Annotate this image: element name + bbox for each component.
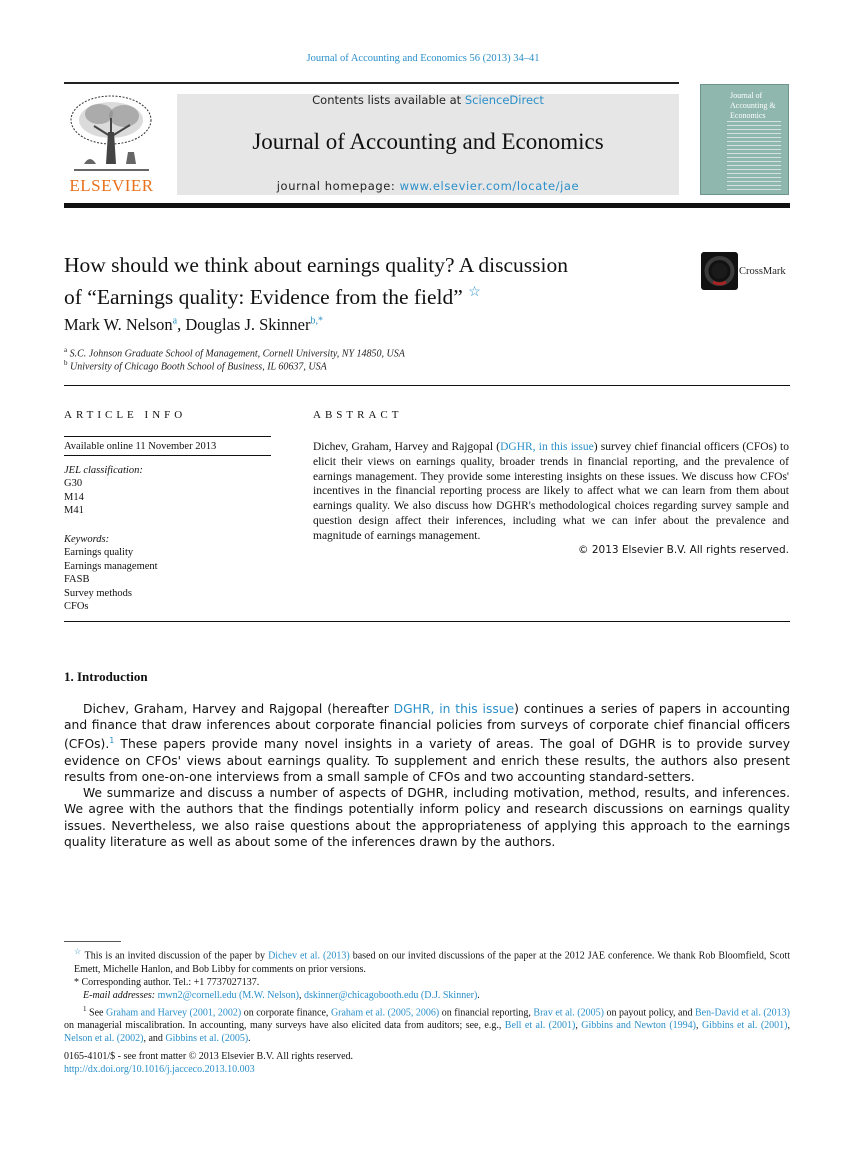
- introduction-heading: 1. Introduction: [64, 669, 148, 684]
- p1-pre: Dichev, Graham, Harvey and Rajgopal (hereafter: [83, 702, 394, 716]
- fn-dichev-link[interactable]: Dichev et al. (2013): [268, 950, 350, 962]
- article-info: [64, 436, 271, 614]
- author-2[interactable]: Douglas J. Skinner: [185, 315, 311, 334]
- fn1-ref-link[interactable]: Nelson et al. (2002): [64, 1033, 144, 1045]
- author-2-affil-mark[interactable]: b,*: [310, 315, 323, 327]
- crossmark-badge[interactable]: [701, 252, 789, 290]
- fn-corr-text: Corresponding author. Tel.: +1 7737027137.: [81, 976, 260, 988]
- abstract-heading: ABSTRACT: [313, 409, 403, 421]
- tree-icon: [64, 92, 159, 176]
- keywords-label: Keywords:: [64, 533, 110, 545]
- fn1-mark: 1: [83, 1004, 87, 1013]
- issn-line: 0165-4101/$ - see front matter © 2013 Elsevier B.V. All rights reserved.: [64, 1051, 354, 1062]
- affiliation-a: [64, 346, 405, 359]
- fn-star-mark: ☆: [74, 947, 82, 956]
- header-rule: [64, 82, 679, 84]
- fn1-text: on corporate finance,: [241, 1006, 331, 1018]
- sciencedirect-link[interactable]: ScienceDirect: [464, 93, 544, 107]
- fn-star-pre: This is an invited discussion of the paper by: [84, 950, 269, 962]
- footnote-emails: [64, 989, 790, 1002]
- fn1-ref-link[interactable]: Gibbins et al. (2001): [701, 1020, 788, 1032]
- title-line-2-text: of “Earnings quality: Evidence from the field”: [64, 285, 463, 310]
- fn1-ref-link[interactable]: Graham and Harvey (2001, 2002): [105, 1006, 242, 1018]
- affil-a-text: S.C. Johnson Graduate School of Management, Cornell University, NY 14850, USA: [69, 348, 405, 360]
- fn1-text: on financial reporting,: [439, 1006, 534, 1018]
- author-1-affil-mark[interactable]: a: [172, 315, 178, 327]
- fn1-text: on payout policy, and: [603, 1006, 695, 1018]
- jel-code: G30: [64, 478, 83, 489]
- fn1-text: .: [248, 1033, 251, 1045]
- homepage-prefix: journal homepage:: [276, 179, 400, 193]
- fn-email-end: .: [477, 990, 480, 1002]
- publisher-wordmark: ELSEVIER: [69, 176, 154, 195]
- p1-post: These papers provide many novel insights in a variety of areas. The goal of DGHR is to provide survey evidence on CFOs' views about earnings quality. To supplement and enrich these results, the authors also present results from one-on-one interviews from a small sample of CFOs and two accounting standard-setters.: [64, 737, 790, 784]
- footnote-1: [64, 1003, 790, 1046]
- fn1-ref-link[interactable]: Gibbins and Newton (1994): [581, 1020, 697, 1032]
- fn1-text: ,: [696, 1020, 702, 1032]
- journal-cover-thumbnail[interactable]: [700, 84, 789, 195]
- fn-star-post: based on our invited discussions of the paper at the 2012 JAE conference. We thank Rob Bloomfield, Scott Emett, Michelle Hanlon, and Bob Libby for comments on prior versions.: [74, 950, 791, 975]
- fn1-ref-link[interactable]: Bell et al. (2001): [504, 1020, 576, 1032]
- author-separator: ,: [177, 315, 186, 334]
- doi-link[interactable]: http://dx.doi.org/10.1016/j.jacceco.2013.10.003: [64, 1064, 255, 1075]
- rule-below-abstract: [64, 621, 790, 622]
- keyword: CFOs: [64, 601, 89, 612]
- journal-reference[interactable]: Journal of Accounting and Economics 56 (2013) 34–41: [306, 53, 540, 64]
- abstract-dghr-link[interactable]: DGHR, in this issue: [500, 441, 594, 453]
- fn1-ref-link[interactable]: Gibbins et al. (2005): [165, 1033, 249, 1045]
- fn-email-sep: ,: [298, 990, 304, 1002]
- fn1-text: on managerial miscalibration. In accounting, many surveys have also elicited data from auditors; see, e.g.,: [64, 1020, 505, 1032]
- homepage-line: [177, 179, 679, 193]
- affil-a-mark: a: [64, 346, 68, 354]
- homepage-link[interactable]: www.elsevier.com/locate/jae: [399, 179, 580, 193]
- affil-b-mark: b: [64, 359, 68, 367]
- keyword: FASB: [64, 574, 90, 585]
- intro-paragraph-2: We summarize and discuss a number of aspects of DGHR, including motivation, method, results, and inferences. We agree with the authors that the findings potentially inform policy and research discussions on earnings quality issues. Nevertheless, we also raise questions about the appropriateness of applying this approach to the earnings quality literature as well as about some of the inferences drawn by the authors.: [64, 786, 790, 849]
- crossmark-icon: [701, 252, 738, 290]
- keyword: Earnings management: [64, 560, 158, 572]
- footnote-1-ref[interactable]: 1: [109, 736, 115, 746]
- footnotes: [64, 945, 790, 1046]
- author-1[interactable]: Mark W. Nelson: [64, 315, 173, 334]
- journal-title: Journal of Accounting and Economics: [252, 129, 604, 154]
- article-info-heading: ARTICLE INFO: [64, 409, 187, 421]
- header-thick-rule: [64, 203, 790, 208]
- email-skinner-link[interactable]: dskinner@chicagobooth.edu (D.J. Skinner): [303, 990, 478, 1002]
- cover-title: Journal of Accounting & Economics: [730, 91, 776, 120]
- fn1-ref-link[interactable]: Brav et al. (2005): [533, 1006, 604, 1018]
- p1-mid: ) continues a series of papers in accounting and finance that draw inferences about corporate financial policies from surveys of corporate chief financial officers (CFOs).: [64, 702, 790, 752]
- author-list: [64, 315, 323, 335]
- rule-above-info: [64, 385, 790, 386]
- title-line-2: [64, 279, 684, 311]
- affiliation-b: [64, 359, 327, 372]
- available-online: Available online 11 November 2013: [64, 441, 217, 452]
- jel-code: M41: [64, 505, 84, 516]
- crossmark-label: CrossMark: [739, 266, 786, 277]
- fn-corr-mark: *: [74, 976, 79, 988]
- jel-code: M14: [64, 491, 84, 503]
- contents-line: [177, 93, 679, 107]
- jel-label: JEL classification:: [64, 464, 143, 476]
- email-nelson-link[interactable]: mwn2@cornell.edu (M.W. Nelson): [157, 990, 299, 1002]
- abstract-post: ) survey chief financial officers (CFOs) to elicit their views on earnings quality, broader trends in financial reporting, and the prevalence of earnings management. They provide some interesting insights on these issues. We discuss how CFOs' incentives in the financial reporting process are likely to affect what we can learn from them about earnings quality. We also discuss how DGHR's methodological choices regarding survey sample and question design affect their inferences, including what we can infer about the prevalence and magnitude of earnings management.: [313, 441, 790, 542]
- footnote-corresponding: [64, 976, 790, 989]
- title-line-1: How should we think about earnings quality? A discussion: [64, 253, 569, 277]
- abstract-copyright: © 2013 Elsevier B.V. All rights reserved.: [578, 544, 789, 556]
- fn1-ref-link[interactable]: Ben-David et al. (2013): [695, 1006, 790, 1018]
- abstract-pre: Dichev, Graham, Harvey and Rajgopal (: [313, 441, 501, 453]
- footnote-star: [64, 945, 790, 976]
- fn1-text: , and: [143, 1033, 166, 1045]
- title-footnote-star[interactable]: ☆: [468, 285, 481, 300]
- cover-contents-lines: [727, 121, 781, 191]
- contents-prefix: Contents lists available at: [312, 93, 465, 107]
- info-rule-bottom: [64, 455, 271, 456]
- affil-b-text: University of Chicago Booth School of Business, IL 60637, USA: [70, 361, 327, 373]
- fn1-ref-link[interactable]: Graham et al. (2005, 2006): [330, 1006, 440, 1018]
- fn1-see: See: [89, 1006, 106, 1018]
- fn-email-label: E-mail addresses:: [83, 990, 156, 1002]
- intro-paragraph-1: [64, 701, 790, 785]
- footnote-rule: [64, 941, 121, 942]
- keyword: Earnings quality: [64, 547, 134, 558]
- keyword: Survey methods: [64, 587, 132, 599]
- intro-dghr-link[interactable]: DGHR, in this issue: [393, 702, 515, 716]
- introduction-body: [64, 701, 790, 850]
- abstract-text: [313, 440, 789, 544]
- article-title: [64, 251, 684, 311]
- fn1-text: ,: [575, 1020, 582, 1032]
- fn1-text: ,: [787, 1020, 791, 1032]
